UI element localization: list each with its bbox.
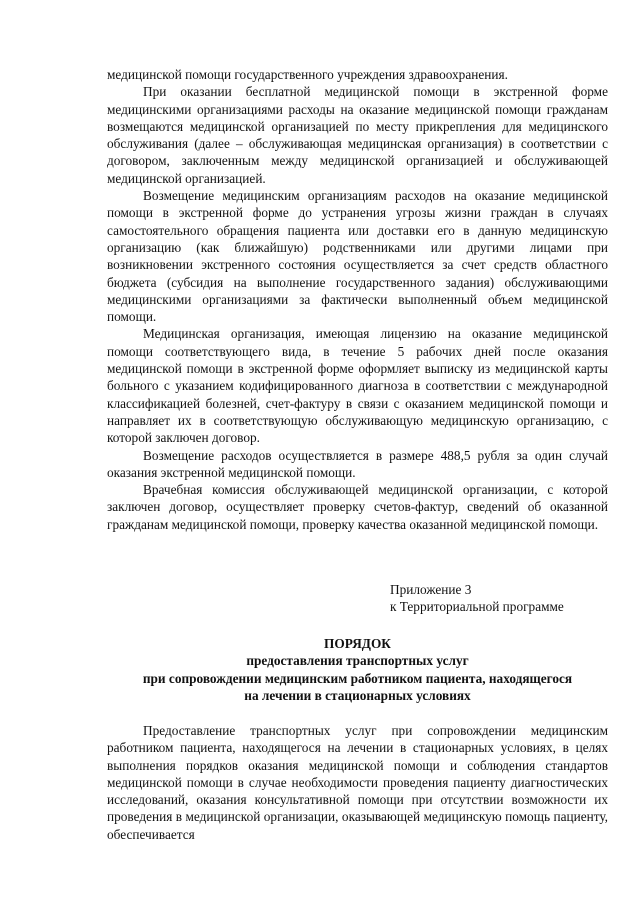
heading-line-1: предоставления транспортных услуг [246, 653, 469, 669]
heading-title: ПОРЯДОК [324, 636, 391, 651]
paragraph-emergency-care: При оказании бесплатной медицинской помощи в экстренной форме медицинскими организациями расходы на оказание медицинской помощи гражданам возмещаются медицинской организацией по месту прикрепления для медицинского обслуживания (далее – обслуживающая медицинская организация) в соответствии с договором, заключенным между медицинской организацией и обслуживающей медицинской организацией. [107, 84, 608, 186]
paragraph-continuation: медицинской помощи государственного учреждения здравоохранения. [107, 67, 508, 82]
annex-number: Приложение 3 [390, 582, 472, 597]
bottom-text-block [107, 722, 608, 843]
annex-reference [390, 581, 620, 616]
top-text-block [107, 66, 608, 533]
paragraph-transport-services: Предоставление транспортных услуг при сопровождении медицинским работником пациента, находящегося на лечении в стационарных условиях, в целях выполнения порядков оказания медицинской помощи и соблюдения стандартов медицинской помощи в случае необходимости проведения пациенту диагностических исследований, оказания консультативной помощи при отсутствии возможности их проведения в медицинской организации, оказывающей медицинскую помощь пациенту, обеспечивается [107, 723, 608, 842]
heading-line-3: на лечении в стационарных условиях [244, 687, 471, 703]
heading-line-2: при сопровождении медицинским работником пациента, находящегося [142, 670, 573, 686]
paragraph-amount: Возмещение расходов осуществляется в размере 488,5 рубля за один случай оказания экстренной медицинской помощи. [107, 447, 608, 480]
section-heading [107, 635, 608, 704]
annex-program: к Территориальной программе [390, 599, 564, 615]
paragraph-commission: Врачебная комиссия обслуживающей медицинской организации, с которой заключен договор, осуществляет проверку счетов-фактур, сведений об оказанной гражданам медицинской помощи, проверку качества оказанной медицинской помощи. [107, 482, 608, 532]
paragraph-licensed-organization: Медицинская организация, имеющая лицензию на оказание медицинской помощи соответствующего вида, в течение 5 рабочих дней после оказания медицинской помощи в экстренной форме оформляет выписку из медицинской карты больного с указанием кодифицированного диагноза в соответствии с международной классификацией болезней, счет-фактуру в связи с оказанием медицинской помощи и направляет их в соответствующую обслуживающую медицинскую организацию, с которой заключен договор. [107, 326, 608, 446]
paragraph-reimbursement: Возмещение медицинским организациям расходов на оказание медицинской помощи в экстренной форме до устранения угрозы жизни граждан в случаях самостоятельного обращения пациента или доставки его в данную медицинскую организацию (как ближайшую) родственниками или другими лицами при возникновении экстренного состояния осуществляется за счет средств областного бюджета (субсидия на выполнение государственного задания) обслуживающими медицинскими организациями за фактически выполненный объем медицинской помощи. [107, 188, 608, 325]
